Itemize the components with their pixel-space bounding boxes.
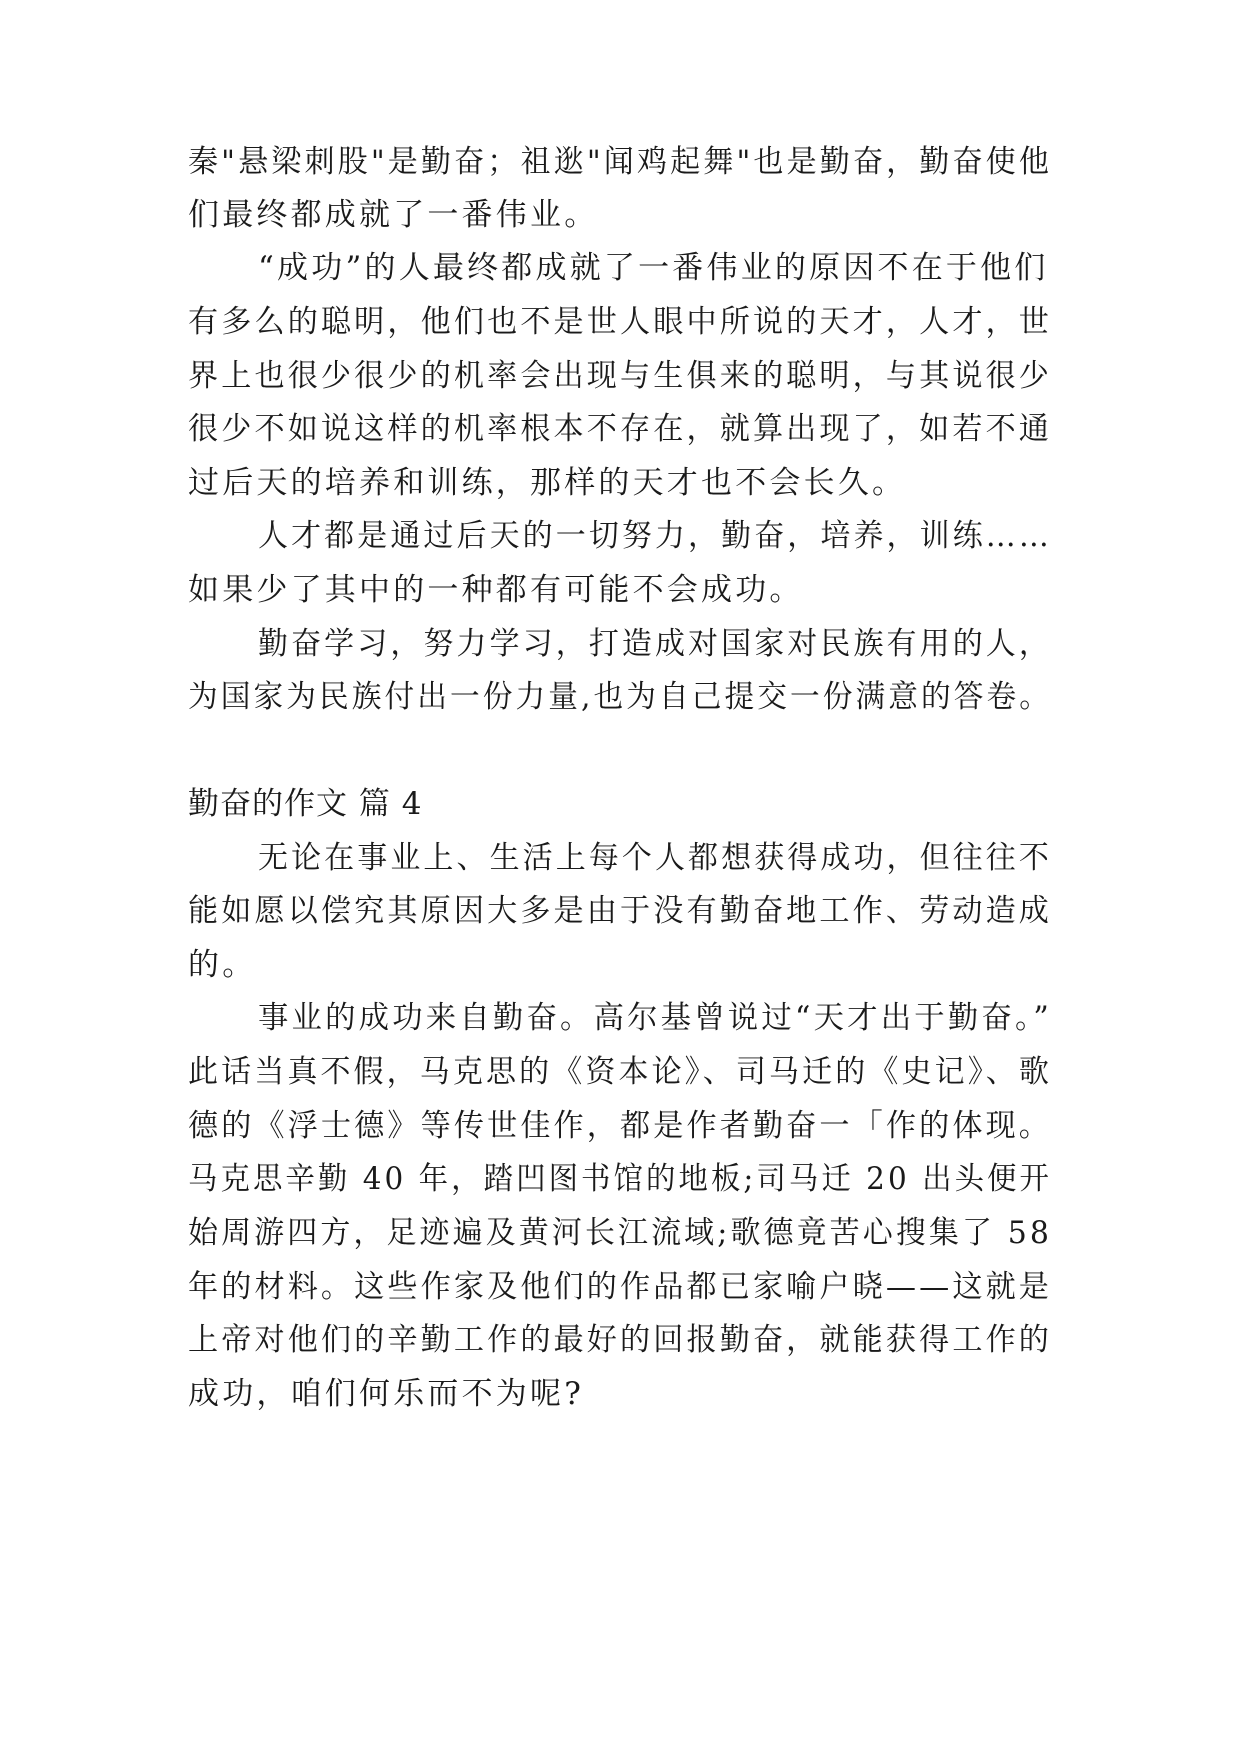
text-line: 成功，咱们何乐而不为呢? bbox=[188, 1376, 585, 1412]
text-line: 们最终都成就了一番伟业。 bbox=[188, 197, 599, 233]
text-line: 无论在事业上、生活上每个人都想获得成功，但往往不 bbox=[258, 840, 1052, 876]
text-line: 为国家为民族付出一份力量,也为自己提交一份满意的答卷。 bbox=[188, 679, 1053, 715]
text-line: 勤奋学习，努力学习，打造成对国家对民族有用的人， bbox=[258, 626, 1052, 662]
text-line: 能如愿以偿究其原因大多是由于没有勤奋地工作、劳动造成 bbox=[188, 893, 1053, 929]
text-line: 年的材料。这些作家及他们的作品都已家喻户晓——这就是 bbox=[188, 1269, 1053, 1305]
text-line: 有多么的聪明，他们也不是世人眼中所说的天才，人才，世 bbox=[188, 304, 1053, 340]
text-line: 人才都是通过后天的一切努力，勤奋，培养，训练…… bbox=[258, 518, 1052, 554]
text-line: 始周游四方，足迹遍及黄河长江流域;歌德竟苦心搜集了 58 bbox=[188, 1215, 1053, 1251]
text-line: 界上也很少很少的机率会出现与生俱来的聪明，与其说很少 bbox=[188, 358, 1053, 394]
text-line: 事业的成功来自勤奋。高尔基曾说过“天才出于勤奋。” bbox=[258, 1000, 1052, 1036]
text-line: 如果少了其中的一种都有可能不会成功。 bbox=[188, 572, 804, 608]
text-line: 此话当真不假，马克思的《资本论》、司马迁的《史记》、歌 bbox=[188, 1054, 1053, 1090]
text-line: 上帝对他们的辛勤工作的最好的回报勤奋，就能获得工作的 bbox=[188, 1322, 1053, 1358]
text-line: 很少不如说这样的机率根本不存在，就算出现了，如若不通 bbox=[188, 411, 1053, 447]
text-line: 德的《浮士德》等传世佳作，都是作者勤奋一「作的体现。 bbox=[188, 1108, 1053, 1144]
text-line: 秦"悬梁刺股"是勤奋；祖逖"闻鸡起舞"也是勤奋，勤奋使他 bbox=[188, 144, 1053, 180]
text-line: 马克思辛勤 40 年，踏凹图书馆的地板;司马迁 20 出头便开 bbox=[188, 1161, 1053, 1197]
text-line: 的。 bbox=[188, 947, 257, 983]
section-heading: 勤奋的作文 篇 4 bbox=[188, 786, 423, 822]
text-line: 过后天的培养和训练，那样的天才也不会长久。 bbox=[188, 465, 907, 501]
text-line: “成功”的人最终都成就了一番伟业的原因不在于他们 bbox=[258, 250, 1049, 286]
